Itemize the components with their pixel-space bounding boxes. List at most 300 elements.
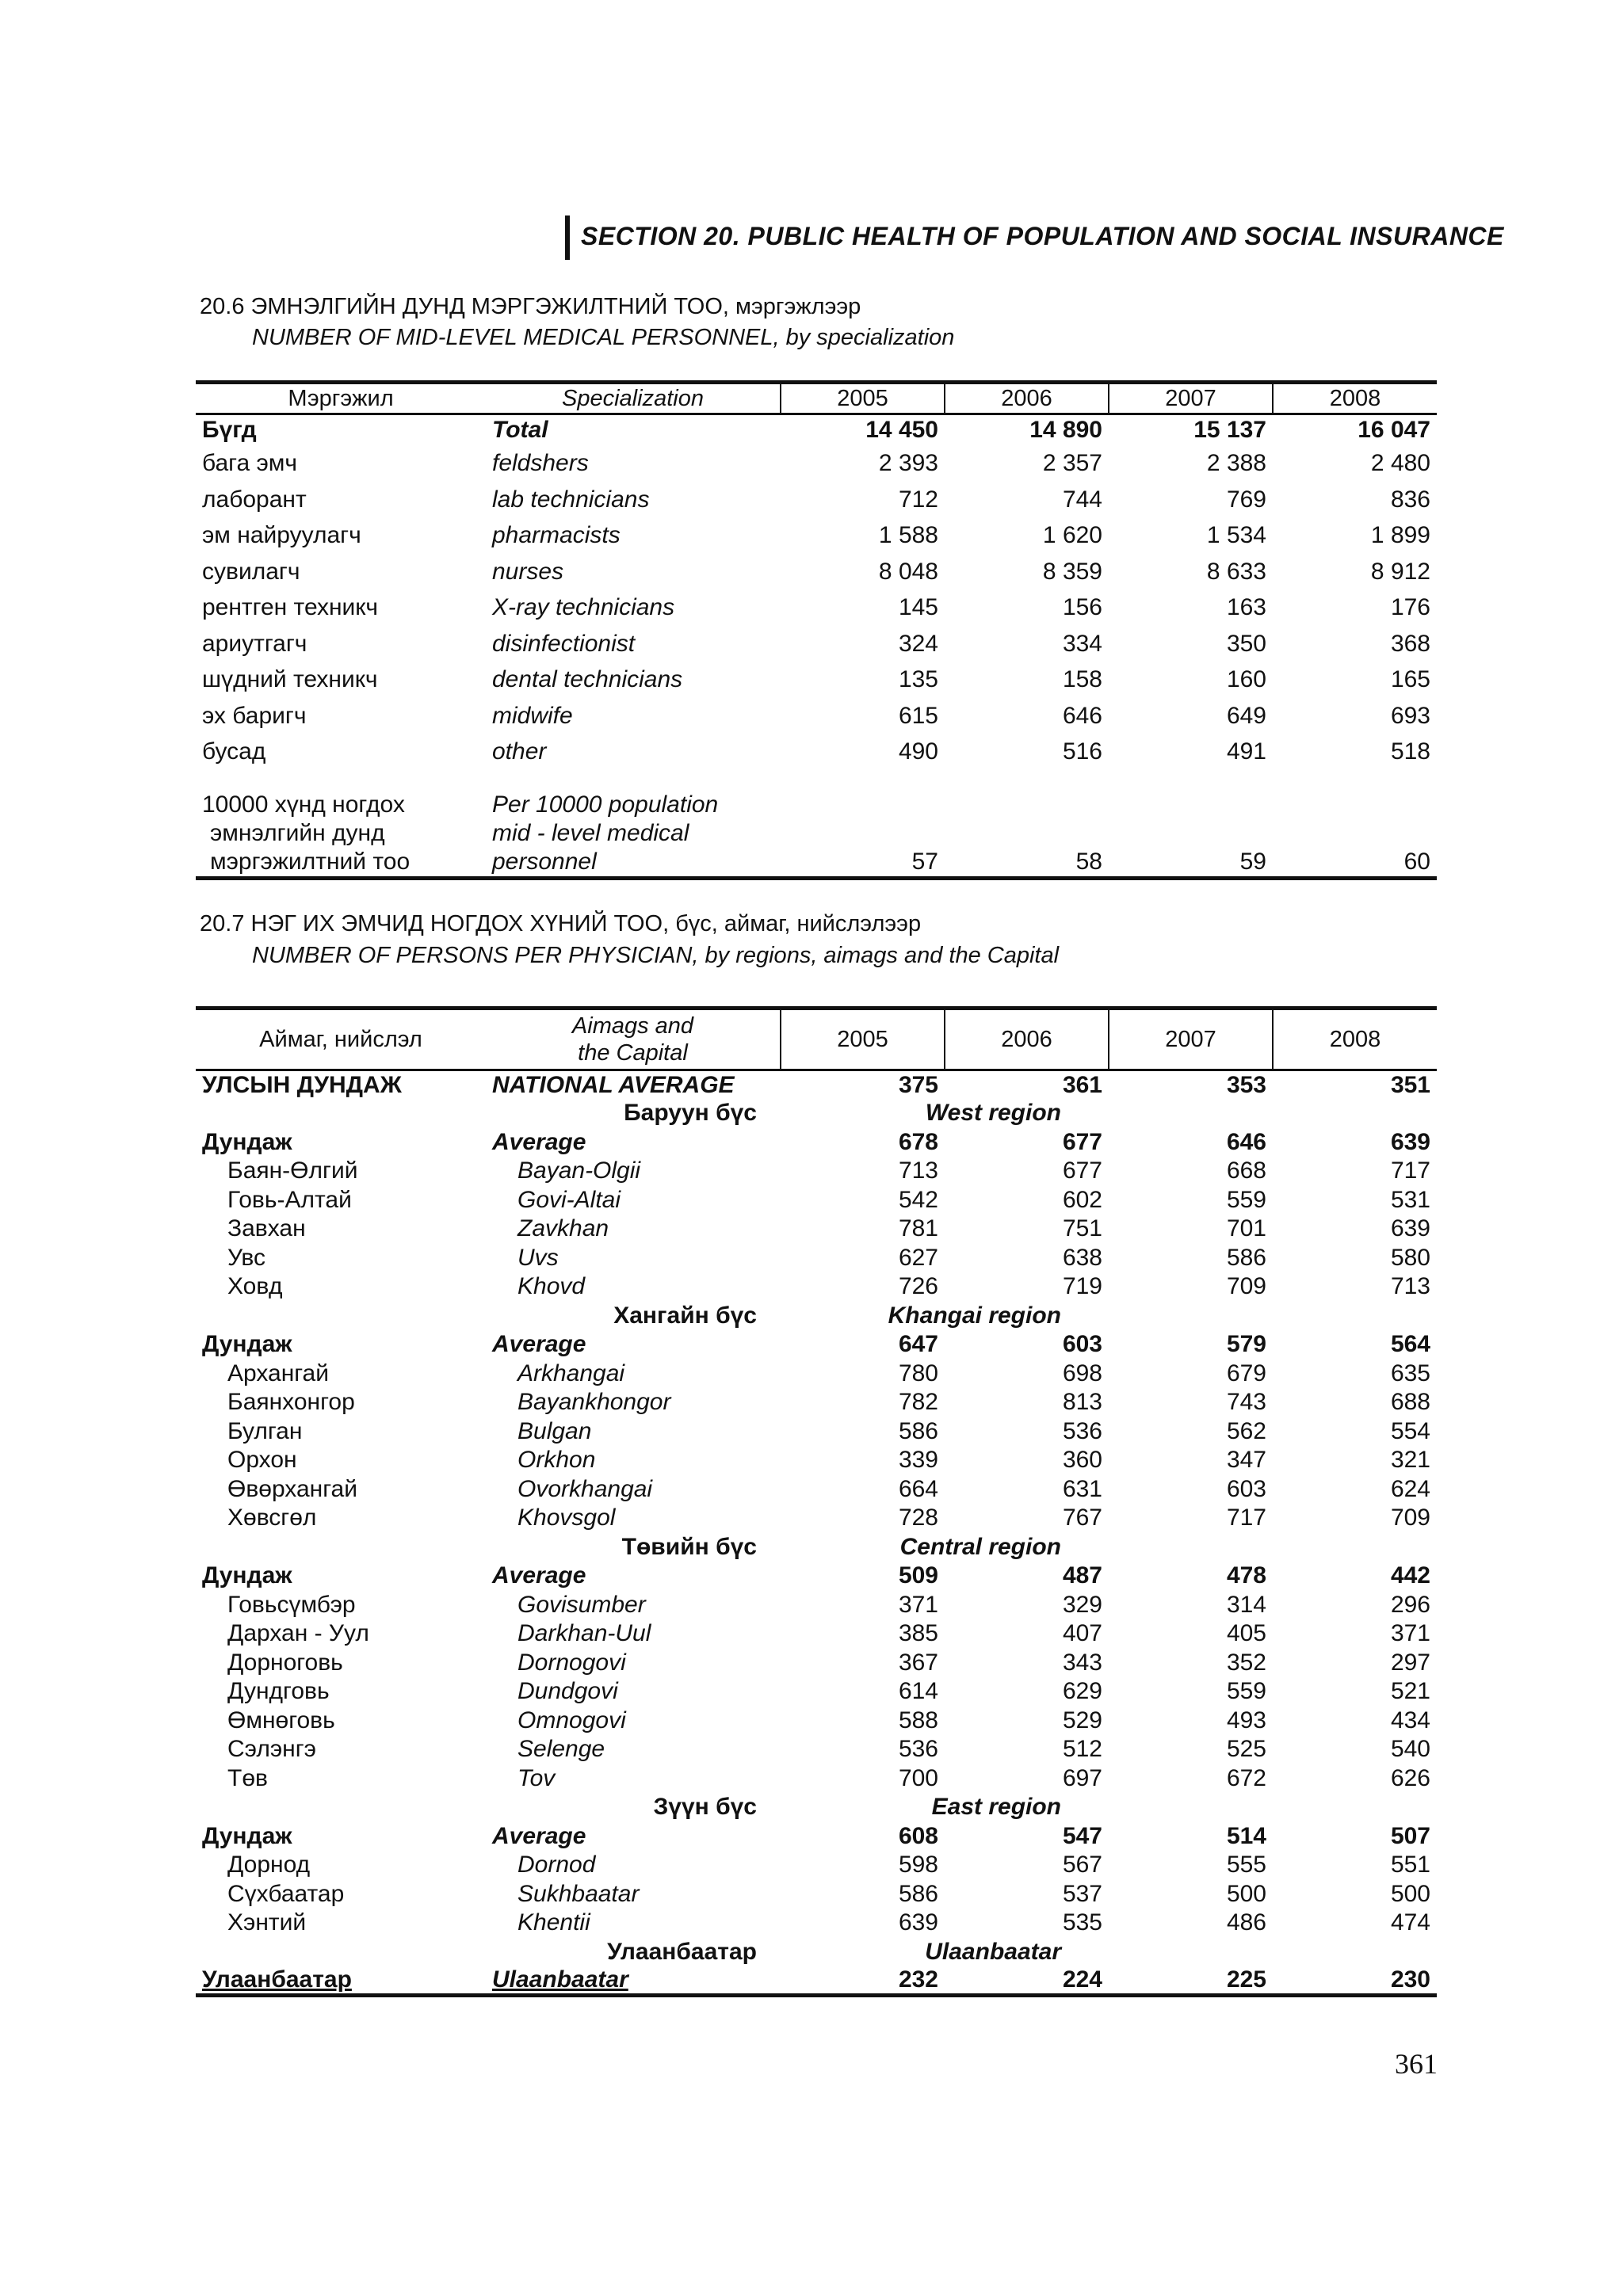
row-label-mn: Төв (227, 1764, 268, 1791)
cell-value: 537 (1062, 1880, 1102, 1907)
cell-value: 405 (1226, 1620, 1266, 1647)
table-20-6 (196, 380, 1437, 880)
cell-value: 2 393 (878, 450, 938, 477)
row-label-mn: Архангай (227, 1360, 329, 1386)
row-label-mn: Дундговь (227, 1678, 330, 1705)
section-header (565, 215, 1504, 260)
row-label-mn: Дорноговь (227, 1649, 343, 1676)
spacer-cell (196, 1099, 486, 1128)
cell-value: 232 (898, 1966, 938, 1993)
per-population-row (196, 788, 1437, 879)
row-label-mn: Баянхонгор (227, 1389, 355, 1416)
col-header-year: 2008 (1273, 383, 1437, 414)
spacer-cell (196, 1533, 486, 1562)
table-row (196, 1677, 1437, 1707)
row-label-en: Orkhon (517, 1447, 596, 1474)
cell-value: 491 (1226, 738, 1266, 765)
row-label-en: Bayan-Olgii (517, 1158, 641, 1184)
cell-value: 562 (1226, 1417, 1266, 1444)
cell-value: 781 (898, 1215, 938, 1242)
region-label-en: Ulaanbaatar (925, 1938, 1061, 1965)
cell-value: 514 (1226, 1822, 1266, 1849)
cell-value: 712 (898, 486, 938, 513)
summary-row (196, 1070, 1437, 1100)
cell-value: 1 899 (1370, 522, 1430, 549)
row-label-en: Bulgan (517, 1417, 592, 1444)
cell-value: 163 (1226, 594, 1266, 621)
cell-value: 554 (1390, 1417, 1430, 1444)
cell-value: 697 (1062, 1764, 1102, 1791)
row-label-line: mid - level medical (492, 820, 689, 846)
spacer-cell (196, 1938, 486, 1967)
table-row (196, 1707, 1437, 1736)
cell-value: 371 (1390, 1620, 1430, 1647)
table-row (196, 1446, 1437, 1475)
cell-value: 351 (1390, 1071, 1430, 1098)
summary-row (196, 1822, 1437, 1852)
row-label-en: Ovorkhangai (517, 1475, 653, 1502)
cell-value: 493 (1226, 1707, 1266, 1733)
row-label-mn: УЛСЫН ДУНДАЖ (202, 1071, 402, 1098)
cell-value: 624 (1390, 1475, 1430, 1502)
row-label-en: pharmacists (492, 522, 621, 549)
cell-value: 518 (1390, 738, 1430, 765)
row-label-en: Tov (517, 1764, 556, 1791)
table-row (196, 1215, 1437, 1244)
table-row (196, 1764, 1437, 1794)
row-label-en: Dornogovi (517, 1649, 626, 1676)
cell-value: 542 (898, 1186, 938, 1213)
cell-value: 547 (1062, 1822, 1102, 1849)
cell-value: 580 (1390, 1244, 1430, 1271)
region-header-row (196, 1533, 1437, 1562)
row-label-mn: Булган (227, 1417, 303, 1444)
cell-value: 375 (898, 1071, 938, 1098)
cell-value: 60 (1403, 849, 1430, 875)
cell-value: 314 (1226, 1591, 1266, 1618)
table-row (196, 1619, 1437, 1649)
summary-row (196, 1330, 1437, 1360)
region-label-mn: Зүүн бүс (653, 1794, 757, 1821)
cell-value: 474 (1390, 1909, 1430, 1936)
cell-value: 531 (1390, 1186, 1430, 1213)
table-row (196, 1417, 1437, 1447)
table-row (196, 1880, 1437, 1909)
cell-value: 555 (1226, 1852, 1266, 1878)
table-20-7-title-en: NUMBER OF PERSONS PER PHYSICIAN, by regions, aimags and the Capital (252, 943, 1060, 968)
cell-value: 135 (898, 666, 938, 693)
cell-value: 1 620 (1042, 522, 1102, 549)
col-header-year: 2007 (1109, 1009, 1273, 1070)
spacer-cell (1109, 1302, 1437, 1331)
cell-value: 639 (1390, 1128, 1430, 1155)
cell-value: 434 (1390, 1707, 1430, 1733)
cell-value: 647 (898, 1331, 938, 1358)
cell-value: 567 (1062, 1852, 1102, 1878)
row-label-en: Uvs (517, 1244, 559, 1271)
cell-value: 512 (1062, 1736, 1102, 1763)
table-row (196, 446, 1437, 482)
cell-value: 588 (898, 1707, 938, 1733)
table-row (196, 1591, 1437, 1620)
cell-value: 693 (1390, 702, 1430, 729)
cell-value: 297 (1390, 1649, 1430, 1676)
cell-value: 1 534 (1206, 522, 1266, 549)
cell-value: 639 (1390, 1215, 1430, 1242)
cell-value: 347 (1226, 1447, 1266, 1474)
row-label-en: Average (492, 1128, 586, 1155)
cell-value: 603 (1226, 1475, 1266, 1502)
table-row (196, 1649, 1437, 1678)
row-label-line: мэргэжилтний тоо (210, 849, 411, 875)
row-label-en: disinfectionist (492, 630, 636, 657)
cell-value: 679 (1226, 1360, 1266, 1386)
cell-value: 324 (898, 630, 938, 657)
row-label-en: Bayankhongor (517, 1389, 671, 1416)
cell-value: 361 (1062, 1071, 1102, 1098)
table-header-row (196, 1009, 1437, 1070)
row-label-mn: бага эмч (202, 450, 298, 477)
col-header-year: 2007 (1109, 383, 1273, 414)
row-label-en: feldshers (492, 450, 589, 477)
cell-value: 672 (1226, 1764, 1266, 1791)
row-label-en: Average (492, 1331, 586, 1358)
region-label-en: East region (931, 1794, 1061, 1821)
table-row (196, 1186, 1437, 1215)
row-label-mn: Сэлэнгэ (227, 1736, 316, 1763)
table-row (196, 1851, 1437, 1880)
cell-value: 677 (1062, 1128, 1102, 1155)
cell-value: 586 (898, 1417, 938, 1444)
cell-value: 321 (1390, 1447, 1430, 1474)
col-header-year: 2008 (1273, 1009, 1437, 1070)
cell-value: 603 (1062, 1331, 1102, 1358)
spacer-row (196, 770, 1437, 788)
cell-value: 726 (898, 1273, 938, 1300)
table-row (196, 554, 1437, 590)
cell-value: 536 (1062, 1417, 1102, 1444)
cell-value: 836 (1390, 486, 1430, 513)
row-label-mn: Увс (227, 1244, 265, 1271)
region-label-mn: Төвийн бүс (621, 1533, 757, 1560)
table-row (196, 1157, 1437, 1186)
col-header-mn: Мэргэжил (196, 383, 486, 414)
cell-value: 16 047 (1358, 417, 1430, 444)
cell-value: 536 (898, 1736, 938, 1763)
cell-value: 646 (1226, 1128, 1266, 1155)
row-label-mn: лаборант (202, 486, 307, 513)
row-label-mn: Орхон (227, 1447, 297, 1474)
cell-value: 627 (898, 1244, 938, 1271)
table-row (196, 1272, 1437, 1302)
table-row (196, 734, 1437, 771)
row-label-en: X-ray technicians (492, 594, 675, 621)
table-row (196, 1475, 1437, 1505)
col-header-year: 2006 (945, 383, 1109, 414)
row-label-mn: ариутгагч (202, 630, 307, 657)
spacer-cell (1109, 1533, 1437, 1562)
cell-value: 8 359 (1042, 558, 1102, 585)
row-label-mn: Хэнтий (227, 1909, 307, 1936)
cell-value: 158 (1062, 666, 1102, 693)
table-20-6-title-en: NUMBER OF MID-LEVEL MEDICAL PERSONNEL, by specialization (252, 325, 955, 350)
cell-value: 160 (1226, 666, 1266, 693)
table-row (196, 1388, 1437, 1417)
row-label-en: other (492, 738, 547, 765)
cell-value: 59 (1239, 849, 1266, 875)
cell-value: 717 (1226, 1505, 1266, 1531)
table-row (196, 698, 1437, 734)
row-label-mn: Дундаж (202, 1128, 292, 1155)
cell-value: 525 (1226, 1736, 1266, 1763)
cell-value: 360 (1062, 1447, 1102, 1474)
cell-value: 478 (1226, 1562, 1266, 1589)
cell-value: 635 (1390, 1360, 1430, 1386)
cell-value: 442 (1390, 1562, 1430, 1589)
row-label-mn: Дундаж (202, 1562, 292, 1589)
row-label-mn: Дундаж (202, 1331, 292, 1358)
cell-value: 719 (1062, 1273, 1102, 1300)
cell-value: 296 (1390, 1591, 1430, 1618)
row-label-mn: эм найруулагч (202, 522, 361, 549)
summary-row (196, 1966, 1437, 1996)
cell-value: 551 (1390, 1852, 1430, 1878)
cell-value: 639 (898, 1909, 938, 1936)
row-label-line: Per 10000 population (492, 791, 719, 818)
col-header-en-line: the Capital (578, 1040, 688, 1066)
cell-value: 145 (898, 594, 938, 621)
cell-value: 629 (1062, 1678, 1102, 1705)
cell-value: 352 (1226, 1649, 1266, 1676)
cell-value: 535 (1062, 1909, 1102, 1936)
cell-value: 608 (898, 1822, 938, 1849)
cell-value: 649 (1226, 702, 1266, 729)
cell-value: 678 (898, 1128, 938, 1155)
col-header-year: 2005 (781, 1009, 945, 1070)
cell-value: 487 (1062, 1562, 1102, 1589)
table-row (196, 626, 1437, 662)
section-title: SECTION 20. PUBLIC HEALTH OF POPULATION AND SOCIAL INSURANCE (581, 222, 1504, 250)
row-label-mn: Улаанбаатар (202, 1966, 352, 1993)
cell-value: 728 (898, 1505, 938, 1531)
row-label-en: Govi-Altai (517, 1186, 621, 1213)
table-row (196, 518, 1437, 555)
cell-value: 500 (1226, 1880, 1266, 1907)
cell-value: 334 (1062, 630, 1102, 657)
cell-value: 176 (1390, 594, 1430, 621)
region-header-row (196, 1793, 1437, 1822)
cell-value: 8 912 (1370, 558, 1430, 585)
table-row (196, 1360, 1437, 1389)
cell-value: 385 (898, 1620, 938, 1647)
row-label-mn: Өмнөговь (227, 1707, 335, 1733)
page-number: 361 (1395, 2048, 1438, 2080)
cell-value: 700 (898, 1764, 938, 1791)
cell-value: 8 633 (1206, 558, 1266, 585)
cell-value: 646 (1062, 702, 1102, 729)
spacer-cell (1109, 1938, 1437, 1967)
cell-value: 744 (1062, 486, 1102, 513)
cell-value: 368 (1390, 630, 1430, 657)
row-label-mn: сувилагч (202, 558, 300, 585)
table-20-7-title-mn: 20.7 НЭГ ИХ ЭМЧИД НОГДОХ ХҮНИЙ ТОО, бүс, аймаг, нийслэлээр (200, 911, 922, 936)
cell-value: 631 (1062, 1475, 1102, 1502)
cell-value: 490 (898, 738, 938, 765)
region-header-row (196, 1302, 1437, 1331)
region-label-mn: Хангайн бүс (613, 1302, 757, 1329)
row-label-mn: бусад (202, 738, 266, 765)
row-label-mn: эх баригч (202, 702, 307, 729)
cell-value: 743 (1226, 1389, 1266, 1416)
cell-value: 165 (1390, 666, 1430, 693)
summary-row (196, 1562, 1437, 1591)
cell-value: 717 (1390, 1158, 1430, 1184)
row-label-mn: Завхан (227, 1215, 306, 1242)
cell-value: 486 (1226, 1909, 1266, 1936)
row-label-mn: рентген техникч (202, 594, 379, 621)
col-header-en: Specialization (486, 383, 781, 414)
header-bar (565, 215, 570, 260)
cell-value: 58 (1075, 849, 1102, 875)
region-label-en: Central region (899, 1533, 1061, 1560)
cell-value: 782 (898, 1389, 938, 1416)
spacer-cell (196, 770, 1437, 788)
row-label-mn: Говьсүмбэр (227, 1591, 356, 1618)
cell-value: 509 (898, 1562, 938, 1589)
cell-value: 521 (1390, 1678, 1430, 1705)
cell-value: 57 (911, 849, 938, 875)
table-row (196, 590, 1437, 627)
row-label-mn: Дорнод (227, 1852, 311, 1878)
cell-value: 813 (1062, 1389, 1102, 1416)
row-label-en: Dornod (517, 1852, 596, 1878)
region-label-en: Khangai region (888, 1302, 1061, 1329)
row-label-mn: Сүхбаатар (227, 1880, 345, 1907)
cell-value: 579 (1226, 1331, 1266, 1358)
cell-value: 602 (1062, 1186, 1102, 1213)
cell-value: 529 (1062, 1707, 1102, 1733)
cell-value: 677 (1062, 1158, 1102, 1184)
cell-value: 1 588 (878, 522, 938, 549)
row-label-en: Total (492, 417, 548, 444)
cell-value: 664 (898, 1475, 938, 1502)
col-header-en (486, 1009, 781, 1070)
row-label-en: Average (492, 1822, 586, 1849)
cell-value: 367 (898, 1649, 938, 1676)
cell-value: 701 (1226, 1215, 1266, 1242)
row-label-en: Omnogovi (517, 1707, 626, 1733)
total-row (196, 414, 1437, 446)
region-label-en: West region (925, 1100, 1061, 1127)
cell-value: 698 (1062, 1360, 1102, 1386)
cell-value: 780 (898, 1360, 938, 1386)
row-label-en: dental technicians (492, 666, 683, 693)
row-label-en: nurses (492, 558, 564, 585)
row-label-en: Darkhan-Uul (517, 1620, 651, 1647)
cell-value: 353 (1226, 1071, 1266, 1098)
row-label-en: Sukhbaatar (517, 1880, 640, 1907)
cell-value: 2 480 (1370, 450, 1430, 477)
cell-value: 614 (898, 1678, 938, 1705)
cell-value: 559 (1226, 1186, 1266, 1213)
region-label-mn: Улаанбаатар (607, 1938, 757, 1965)
row-label-mn: Говь-Алтай (227, 1186, 352, 1213)
cell-value: 339 (898, 1447, 938, 1474)
cell-value: 329 (1062, 1591, 1102, 1618)
spacer-cell (1109, 1099, 1437, 1128)
row-label-en: Khovd (517, 1273, 586, 1300)
row-label-en: Khovsgol (517, 1505, 616, 1531)
cell-value: 751 (1062, 1215, 1102, 1242)
row-label-line: personnel (492, 849, 597, 875)
cell-value: 230 (1390, 1966, 1430, 1993)
table-header-row (196, 383, 1437, 414)
cell-value: 559 (1226, 1678, 1266, 1705)
row-label-en: NATIONAL AVERAGE (492, 1071, 735, 1098)
cell-value: 564 (1390, 1331, 1430, 1358)
cell-value: 343 (1062, 1649, 1102, 1676)
cell-value: 598 (898, 1852, 938, 1878)
row-label-line: 10000 хүнд ногдох (202, 791, 405, 818)
cell-value: 224 (1062, 1966, 1102, 1993)
row-label-mn: Өвөрхангай (227, 1475, 357, 1502)
spacer-cell (1109, 1793, 1437, 1822)
cell-value: 769 (1226, 486, 1266, 513)
row-label-en: Khentii (517, 1909, 590, 1936)
cell-value: 371 (898, 1591, 938, 1618)
cell-value: 225 (1226, 1966, 1266, 1993)
cell-value: 713 (898, 1158, 938, 1184)
table-row (196, 482, 1437, 518)
cell-value: 500 (1390, 1880, 1430, 1907)
table-row (196, 1504, 1437, 1533)
cell-value: 2 357 (1042, 450, 1102, 477)
cell-value: 615 (898, 702, 938, 729)
row-label-en: Arkhangai (517, 1360, 625, 1386)
summary-row (196, 1128, 1437, 1158)
table-20-7 (196, 1006, 1437, 1997)
row-label-en: lab technicians (492, 486, 650, 513)
row-label-en: Govisumber (517, 1591, 646, 1618)
table-row (196, 1909, 1437, 1938)
row-label-mn: Баян-Өлгий (227, 1158, 358, 1184)
col-header-year: 2005 (781, 383, 945, 414)
row-label-mn: Хөвсгөл (227, 1505, 317, 1531)
row-label-en: Ulaanbaatar (492, 1966, 628, 1993)
cell-value: 14 890 (1029, 417, 1102, 444)
cell-value: 709 (1390, 1505, 1430, 1531)
col-header-year: 2006 (945, 1009, 1109, 1070)
cell-value: 507 (1390, 1822, 1430, 1849)
cell-value: 350 (1226, 630, 1266, 657)
cell-value: 688 (1390, 1389, 1430, 1416)
col-header-en-line: Aimags and (571, 1013, 694, 1039)
cell-value: 626 (1390, 1764, 1430, 1791)
cell-value: 713 (1390, 1273, 1430, 1300)
table-20-6-title-mn: 20.6 ЭМНЭЛГИЙН ДУНД МЭРГЭЖИЛТНИЙ ТОО, мэргэжлээр (200, 294, 861, 319)
row-label-mn: Ховд (227, 1273, 283, 1300)
region-label-mn: Баруун бүс (624, 1100, 757, 1127)
row-label-en: Average (492, 1562, 586, 1589)
row-label-mn (196, 788, 486, 879)
row-label-en (486, 788, 781, 879)
cell-value: 668 (1226, 1158, 1266, 1184)
col-header-mn: Аймаг, нийслэл (196, 1009, 486, 1070)
row-label-en: midwife (492, 702, 573, 729)
cell-value: 586 (898, 1880, 938, 1907)
table-row (196, 662, 1437, 699)
cell-value: 156 (1062, 594, 1102, 621)
